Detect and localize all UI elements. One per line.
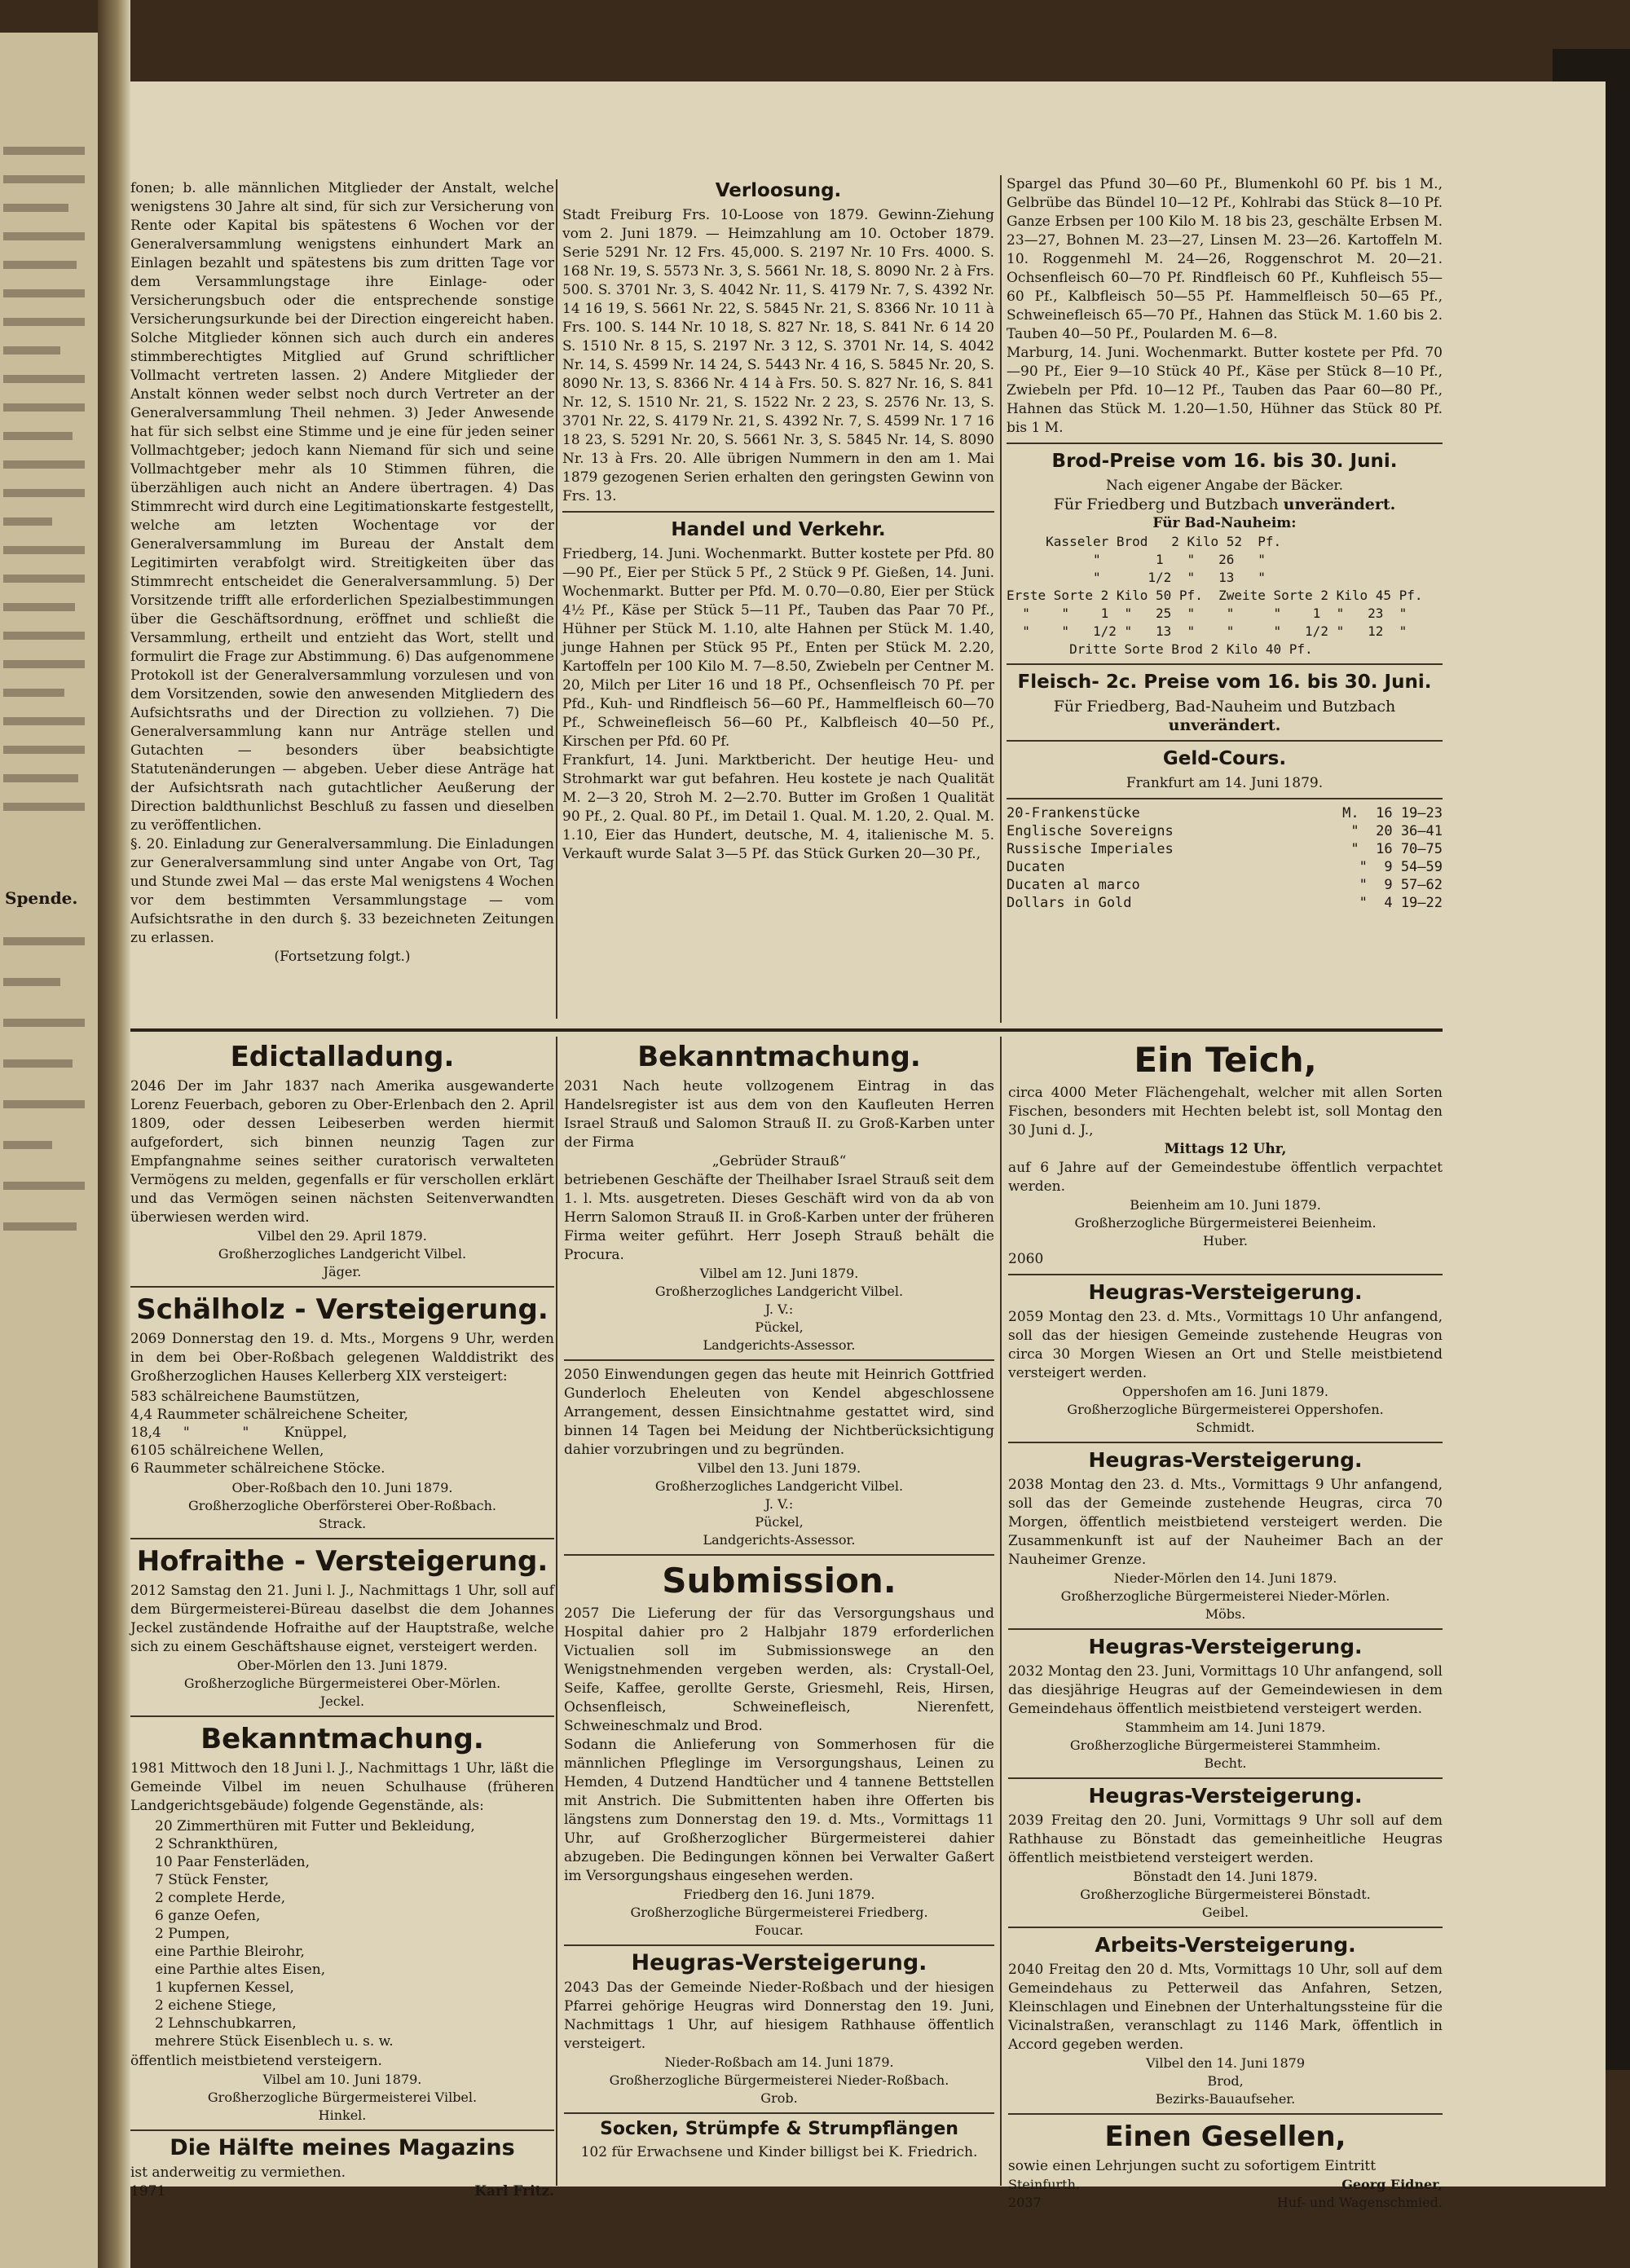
geld-row [1007, 822, 1443, 840]
market-text: Spargel das Pfund 30—60 Pf., Blumenkohl 60 Pf. bis 1 M., Gelbrübe das Bündel 10—12 Pf., Kohlrabi das Stück 8—10 Pf. Ganze Erbsen per 100 Kilo M. 18 bis 23, geschälte Erbsen M. 23—27, Bohnen M. 23—27, Linsen M. 23—26. Kartoffeln M. 10. Roggenmehl M. 24—26, Roggenschrot M. 20—21. Ochsenfleisch 60—70 Pf. Rindfleisch 60 Pf., Kuhfleisch 55—60 Pf., Kalbfleisch 50—55 Pf. Hammelfleisch 50—65 Pf., Schweinefleisch 65—70 Pf., Hahnen das Stück M. 1.60 bis 2. Tauben 40—50 Pf., Poularden M. 6—8. [1007, 176, 1443, 342]
geld-name: 20-Frankenstücke [1007, 805, 1140, 821]
heugras-rossbach-name: Grob. [760, 2090, 798, 2106]
divider [1007, 663, 1443, 665]
brod-price-row: Kasseler Brod 2 Kilo 52 Pf. [1007, 534, 1282, 549]
list-item: 2 complete Herde, [155, 1890, 286, 1906]
arbeits-text: 2040 Freitag den 20 d. Mts, Vormittags 10 Uhr, soll auf dem Gemeindehaus zu Petterweil das Anfahren, Setzen, Kleinschlagen und Einebnen der Unterhaltungssteine für die Vicinalstraßen, veranschlagt zu 1146 Mark, öffentlich in Accord gegeben werden. [1008, 1962, 1443, 2053]
heugras-opp-name: Schmidt. [1196, 1420, 1255, 1435]
edictal-name: Jäger. [323, 1264, 362, 1279]
handel-text: Friedberg, 14. Juni. Wochenmarkt. Butter kostete per Pfd. 80—90 Pf., Eier per Stück 5 Pf., 2 Stück 9 Pf. Gießen, 14. Juni. Wochenmarkt. Butter per Pfd. M. 0.70—0.80, Eier per Stück 4½ Pf., Käse per Stück 5—11 Pf., Tauben das Paar 70 Pf., Hühner per Stück M. 1.10, alte Hahnen per Stück M. 1.40, junge Hahnen per Stück 95 Pf., Enten per Stück M. 2.20, Kartoffeln per 100 Kilo M. 7—8.50, Zwiebeln per Centner M. 20, Milch per Liter 16 und 18 Pf., Ochsenfleisch 70 Pf. per Pfd., Kuh- und Rindfleisch 56—60 Pf., Hammelfleisch 60—70 Pf., Schweinefleisch 56—60 Pf., Kalbfleisch 40—50 Pf., Kirschen per Pfd. 60 Pf. [562, 546, 994, 750]
heugras-rossbach-text: 2043 Das der Gemeinde Nieder-Roßbach und der hiesigen Pfarrei gehörige Heugras wird Donnerstag den 19. Juni, Nachmittags 1 Uhr, auf hiesigem Rathhause öffentlich versteigert. [564, 1980, 994, 2052]
hofraithe-office: Großherzogliche Bürgermeisterei Ober-Mörlen. [183, 1676, 501, 1691]
brod-line1-text: Für Friedberg und Butzbach [1053, 495, 1279, 513]
divider [564, 1554, 994, 1556]
geld-title: Geld-Cours. [1162, 748, 1287, 769]
geld-val: 16 19—23 [1376, 805, 1443, 821]
list-item: 10 Paar Fensterläden, [155, 1854, 310, 1870]
teich-name: Huber. [1203, 1233, 1248, 1249]
heugras-moerlen-date: Nieder-Mörlen den 14. Juni 1879. [1113, 1570, 1337, 1586]
teich-office: Großherzogliche Bürgermeisterei Beienheim. [1074, 1215, 1377, 1231]
newspaper-page [130, 81, 1606, 2210]
bekannt1-date: Vilbel am 10. Juni 1879. [262, 2072, 422, 2087]
list-item: 7 Stück Fenster, [155, 1872, 270, 1888]
list-item: 18,4 " " Knüppel, [130, 1425, 347, 1441]
verloosung-title: Verloosung. [715, 180, 842, 201]
bekannt2-date: Vilbel am 12. Juni 1879. [699, 1266, 859, 1281]
book-gutter [98, 0, 130, 2268]
heugras-stamm-office: Großherzogliche Bürgermeisterei Stammheim. [1069, 1737, 1381, 1753]
arbeits-title: Arbeits-Versteigerung. [1095, 1933, 1356, 1957]
heugras-rossbach-office: Großherzogliche Bürgermeisterei Nieder-Roßbach. [609, 2072, 949, 2088]
teich-text: circa 4000 Meter Flächengehalt, welcher mit allen Sorten Fischen, besonders mit Hechten belebt ist, soll Montag den 30 Juni d. J., [1008, 1085, 1443, 1138]
geld-row [1007, 858, 1443, 876]
bekannt1-tail: öffentlich meistbietend versteigern. [130, 2053, 382, 2069]
brod-subtitle: Nach eigener Angabe der Bäcker. [1105, 478, 1344, 494]
divider [130, 1538, 554, 1539]
list-item: mehrere Stück Eisenblech u. s. w. [155, 2033, 394, 2050]
divider [564, 2112, 994, 2114]
heugras-boen-office: Großherzogliche Bürgermeisterei Bönstadt. [1080, 1887, 1371, 1902]
insurance-statute-text-2: §. 20. Einladung zur Generalversammlung. Die Einladungen zur Generalversammlung sind unter Angabe von Ort, Tag und Stunde zwei Mal — das erste Mal wenigstens 4 Wochen vor dem bestimmten Versammlungstage — vom Aufsichtsrathe in den durch §. 33 bezeichneten Zeitungen zu erlassen. [130, 836, 554, 946]
divider [1007, 443, 1443, 444]
heugras-rossbach-title: Heugras-Versteigerung. [631, 1950, 927, 1975]
hofraithe-name: Jeckel. [319, 1693, 365, 1709]
column-1-bottom [130, 1037, 554, 2200]
gesellen-place: Steinfurth. [1008, 2177, 1080, 2192]
geld-val: 9 54—59 [1384, 859, 1443, 875]
submission-text-2: Sodann die Anlieferung von Sommerhosen für die männlichen Pfleglinge im Versorgungshaus, Leinen zu Hemden, 4 Dutzend Handtücher und 4 tannene Bettstellen mit Anstrich. Die Submittenten haben ihre Offerten bis längstens zum Donnerstag den 19. d. Mts., Vormittags 11 Uhr, auf Großherzoglicher Bürgermeisterei dahier abzugeben. Die Bedingungen können bei Verwalter Gaßert im Versorgungshaus eingesehen werden. [564, 1737, 994, 1884]
brod-price-row: " " 1/2 " 13 " " " 1/2 " 12 " [1007, 623, 1408, 639]
submission-office: Großherzogliche Bürgermeisterei Friedberg. [630, 1905, 928, 1920]
fleisch-bold: unverändert. [1168, 716, 1281, 734]
geld-val: 20 36—41 [1376, 823, 1443, 839]
socken-title: Socken, Strümpfe & Strumpflängen [600, 2119, 958, 2139]
heugras-opp-office: Großherzogliche Bürgermeisterei Oppershofen. [1067, 1402, 1384, 1417]
teich-text-2: auf 6 Jahre auf der Gemeindestube öffentlich verpachtet werden. [1008, 1160, 1443, 1195]
heugras-rossbach-date: Nieder-Roßbach am 14. Juni 1879. [664, 2054, 894, 2070]
brod-title: Brod-Preise vom 16. bis 30. Juni. [1051, 451, 1398, 472]
divider [564, 1944, 994, 1946]
schaelholz-date: Ober-Roßbach den 10. Juni 1879. [231, 1480, 453, 1495]
hofraithe-title: Hofraithe - Versteigerung. [136, 1545, 548, 1578]
geld-table [1007, 804, 1443, 912]
heugras-stamm-text: 2032 Montag den 23. Juni, Vormittags 10 Uhr anfangend, soll das diesjährige Heugras auf der Gemeindewiesen in dem Gemeindehaus öffentlich meistbietend versteigert werden. [1008, 1663, 1443, 1717]
brod-price-row: " 1/2 " 13 " [1007, 570, 1266, 585]
heugras-opp-date: Oppershofen am 16. Juni 1879. [1121, 1384, 1328, 1399]
bekannt2-role: Landgerichts-Assessor. [703, 1337, 856, 1353]
einwendungen-date: Vilbel den 13. Juni 1879. [697, 1460, 861, 1476]
column-divider [556, 179, 557, 1019]
list-item: 6 ganze Oefen, [155, 1908, 261, 1924]
magazin-title: Die Hälfte meines Magazins [170, 2135, 515, 2160]
geld-name: Russische Imperiales [1007, 841, 1174, 857]
gesellen-footer-2 [1008, 2194, 1443, 2212]
schaelholz-name: Strack. [318, 1516, 367, 1531]
list-item: 6105 schälreichene Wellen, [130, 1442, 324, 1459]
column-divider [1000, 1037, 1002, 2186]
list-item: 2 Pumpen, [155, 1926, 231, 1942]
list-item: 2 eichene Stiege, [155, 1997, 276, 2014]
bekannt2-court: Großherzogliches Landgericht Vilbel. [654, 1284, 904, 1299]
brod-line2: Für Bad-Nauheim: [1152, 515, 1297, 531]
geld-subtitle: Frankfurt am 14. Juni 1879. [1126, 775, 1324, 791]
continued-note: (Fortsetzung folgt.) [274, 949, 411, 965]
geld-row [1007, 840, 1443, 858]
column-1-top [130, 179, 554, 1019]
brod-price-row: " 1 " 26 " [1007, 552, 1266, 567]
bekannt1-title: Bekanntmachung. [200, 1723, 484, 1755]
heugras-moerlen-name: Möbs. [1205, 1606, 1246, 1622]
teich-num: 2060 [1008, 1251, 1044, 1267]
submission-name: Foucar. [755, 1922, 804, 1938]
submission-date: Friedberg den 16. Juni 1879. [683, 1887, 875, 1902]
geld-row [1007, 894, 1443, 912]
gesellen-name: Georg Eidner, [1341, 2177, 1443, 2192]
fleisch-title: Fleisch- 2c. Preise vom 16. bis 30. Juni. [1017, 672, 1432, 693]
teich-time: Mittags 12 Uhr, [1164, 1141, 1287, 1157]
market-text-2: Marburg, 14. Juni. Wochenmarkt. Butter kostete per Pfd. 70—90 Pf., Eier 9—10 Stück 40 Pf., Käse per Stück 8—10 Pf., Zwiebeln per Pfd. 10—12 Pf., Tauben das Paar 60—80 Pf., Hahnen das Stück M. 1.20—1.50, Hühner das Stück 80 Pf. bis 1 M. [1007, 345, 1443, 436]
gesellen-footer [1008, 2176, 1443, 2194]
brod-price-row: " " 1 " 25 " " " 1 " 23 " [1007, 606, 1408, 621]
geld-name: Ducaten [1007, 859, 1065, 875]
geld-val: 16 70—75 [1376, 841, 1443, 857]
bekannt2-firm: „Gebrüder Strauß“ [711, 1153, 847, 1169]
bekannt1-office: Großherzogliche Bürgermeisterei Vilbel. [207, 2090, 478, 2105]
geld-value [1359, 894, 1443, 912]
einwendungen-court: Großherzogliches Landgericht Vilbel. [654, 1478, 904, 1494]
left-page-word: Spende. [5, 888, 78, 908]
insurance-statute-text: fonen; b. alle männlichen Mitglieder der Anstalt, welche wenigstens 30 Jahre alt sind, für sich zur Versicherung von Rente oder Kapital bis spätestens 6 Wochen vor der Generalversammlung wenigstens einhundert Mark an Einlagen bezahlt und spätestens bis zum dritten Tage vor dem Versammlungstage ihre Einlage- oder Versicherungsbuch oder die entsprechende sonstige Versicherungsurkunde bei der Direction eingereicht haben. Solche Mitglieder können sich auch durch ein anderes stimmberechtigtes Mitglied auf Grund schriftlicher Vollmacht vertreten lassen. 2) Andere Mitglieder der Anstalt können weder selbst noch durch Vertreter an der Generalversammlung Theil nehmen. 3) Jeder Anwesende hat für sich selbst eine Stimme und je eine für jeden seiner Vollmachtgeber; jedoch kann Niemand für sich und seine Vollmachtgeber mehr als 10 Stimmen führen, die überzähligen auch nicht an Andere übertragen. 4) Das Stimmrecht wird durch eine Legitimationskarte festgestellt, welche am letzten Wochentage vor der Generalversammlung im Bureau der Anstalt dem Legitimirten verabfolgt wird. Streitigkeiten über das Stimmrecht entscheidet die Generalversammlung. 5) Der Vorsitzende trifft alle erforderlichen Spezialbestimmungen über die Geschäftsordnung, eröffnet und schließt die Versammlung, ertheilt und entzieht das Wort, stellt und formulirt die Frage zur Abstimmung. 6) Das aufgenommene Protokoll ist der Generalversammlung vorzulesen und von dem Vorsitzenden, sowie den anwesenden Mitgliedern des Aufsichtsraths und der Direction zu vollziehen. 7) Die Generalversammlung kann nur Anträge stellen und Gutachten — besonders über beabsichtigte Statutenänderungen — abgeben. Ueber diese Anträge hat der Aufsichtsrath nach gutachtlicher Aeußerung der Direction baldthunlichst Beschluß zu fassen und dieselben zu veröffentlichen. [130, 180, 554, 834]
magazin-footer [130, 2182, 554, 2200]
geld-value [1359, 858, 1443, 876]
hofraithe-date: Ober-Mörlen den 13. Juni 1879. [236, 1658, 448, 1673]
geld-cur: M. [1342, 805, 1359, 821]
edictal-court: Großherzogliches Landgericht Vilbel. [218, 1246, 467, 1262]
einwendungen-role: Landgerichts-Assessor. [703, 1532, 856, 1548]
teich-title: Ein Teich, [1134, 1040, 1317, 1080]
divider [1008, 1274, 1443, 1275]
divider [1008, 1927, 1443, 1928]
schaelholz-office: Großherzogliche Oberförsterei Ober-Roßbach. [187, 1498, 497, 1513]
list-item: eine Parthie altes Eisen, [155, 1962, 326, 1978]
bekannt1-name: Hinkel. [318, 2107, 367, 2123]
magazin-num: 1971 [130, 2183, 166, 2200]
heugras-boen-name: Geibel. [1201, 1905, 1249, 1920]
brod-line1 [1007, 495, 1443, 514]
heugras-opp-text: 2059 Montag den 23. d. Mts., Vormittags 10 Uhr anfangend, soll das der hiesigen Gemeinde zustehende Heugras von circa 30 Morgen Wiesen an Ort und Stelle meistbietend versteigert werden. [1008, 1309, 1443, 1381]
column-3-top [1007, 175, 1443, 1023]
schaelholz-text: 2069 Donnerstag den 19. d. Mts., Morgens 9 Uhr, werden in dem bei Ober-Roßbach gelegenen Walddistrikt des Großherzoglichen Hauses Kellerberg XIX versteigert: [130, 1331, 554, 1385]
gesellen-text: sowie einen Lehrjungen sucht zu sofortigem Eintritt [1008, 2158, 1377, 2174]
bekannt2-text: 2031 Nach heute vollzogenem Eintrag in das Handelsregister ist aus dem von den Kaufleuten Herren Israel Strauß und Salomon Strauß II. zu Groß-Karben unter der Firma [564, 1078, 994, 1151]
gesellen-role: Huf- und Wagenschmied. [1276, 2195, 1443, 2210]
divider [564, 1359, 994, 1361]
bekannt2-name: Pückel, [755, 1319, 804, 1335]
geld-name: Ducaten al marco [1007, 877, 1140, 893]
magazin-text: ist anderweitig zu vermiethen. [130, 2165, 346, 2181]
divider [130, 1715, 554, 1717]
column-2-bottom [564, 1037, 994, 2186]
submission-title: Submission. [662, 1561, 896, 1601]
hofraithe-text: 2012 Samstag den 21. Juni l. J., Nachmittags 1 Uhr, soll auf dem Bürgermeisterei-Büreau daselbst die dem Johannes Jeckel zuständende Hofraithe auf der Hauptstraße, welche sich zu einem Geschäftshause eignet, versteigert werden. [130, 1583, 554, 1655]
heugras-stamm-name: Becht. [1204, 1755, 1247, 1771]
gesellen-num: 2037 [1008, 2195, 1042, 2210]
divider [562, 511, 994, 513]
heugras-moerlen-office: Großherzogliche Bürgermeisterei Nieder-Mörlen. [1060, 1588, 1390, 1604]
arbeits-date: Vilbel den 14. Juni 1879 [1146, 2055, 1305, 2071]
einwendungen-iv: J. V.: [764, 1496, 794, 1512]
schaelholz-list [130, 1388, 554, 1478]
bekannt1-text: 1981 Mittwoch den 18 Juni l. J., Nachmittags 1 Uhr, läßt die Gemeinde Vilbel im neuen Schulhause (früheren Landgerichtsgebäude) folgende Gegenstände, als: [130, 1760, 554, 1814]
geld-name: Englische Sovereigns [1007, 823, 1174, 839]
magazin-name: Karl Fritz. [474, 2183, 554, 2200]
heugras-boen-date: Bönstadt den 14. Juni 1879. [1133, 1869, 1318, 1884]
edictal-title: Edictalladung. [230, 1041, 455, 1073]
divider [130, 2129, 554, 2131]
arbeits-name: Brod, [1207, 2073, 1244, 2089]
geld-value [1350, 822, 1443, 840]
list-item: 6 Raummeter schälreichene Stöcke. [130, 1460, 385, 1477]
geld-val: 4 19—22 [1384, 895, 1443, 911]
left-page-fragment [0, 33, 100, 2268]
divider [1007, 798, 1443, 799]
heugras-boen-text: 2039 Freitag den 20. Juni, Vormittags 9 Uhr soll auf dem Rathhause zu Bönstadt das gemeinheitliche Heugras öffentlich meistbietend versteigert werden. [1008, 1812, 1443, 1866]
list-item: 20 Zimmerthüren mit Futter und Bekleidung, [155, 1818, 475, 1834]
geld-row [1007, 876, 1443, 894]
column-divider [1000, 175, 1002, 1023]
bekannt1-list [130, 1817, 554, 2050]
geld-value [1342, 804, 1443, 822]
handel-text-2: Frankfurt, 14. Juni. Marktbericht. Der heutige Heu- und Strohmarkt war gut befahren. Heu kostete je nach Qualität M. 2—3 20, Stroh M. 2—2.70. Butter im Großen 1 Qualität 90 Pf., 2. Qual. 80 Pf., im Detail 1. Qual. M. 1.20, 2. Qual. M. 1.10, Eier das Hundert, deutsche, M. 4, italienische M. 5. Verkauft wurde Salat 3—5 Pf. das Stück Gurken 20—30 Pf., [562, 752, 994, 862]
geld-cur: " [1350, 841, 1359, 857]
schaelholz-title: Schälholz - Versteigerung. [136, 1293, 548, 1326]
bekannt2-title: Bekanntmachung. [637, 1041, 921, 1073]
bekannt2-text-2: betriebenen Geschäfte der Theilhaber Israel Strauß seit dem 1. l. Mts. ausgetreten. Dieses Geschäft wird von da ab von Herrn Salomon Strauß II. in Groß-Karben unter der früheren Firma weiter geführt. Herr Joseph Strauß behält die Procura. [564, 1172, 994, 1263]
column-divider [556, 1037, 557, 2186]
divider [1008, 1628, 1443, 1630]
geld-value [1350, 840, 1443, 858]
verloosung-text: Stadt Freiburg Frs. 10-Loose von 1879. Gewinn-Ziehung vom 2. Juni 1879. — Heimzahlung am 10. October 1879. Serie 5291 Nr. 12 Frs. 45,000. S. 2197 Nr. 10 Frs. 4000. S. 168 Nr. 19, S. 5573 Nr. 3, S. 5661 Nr. 18, S. 8090 Nr. 2 à Frs. 500. S. 3701 Nr. 3, S. 4042 Nr. 11, S. 4179 Nr. 7, S. 4392 Nr. 14 16 19, S. 5661 Nr. 22, S. 5845 Nr. 21, S. 8366 Nr. 10 11 à Frs. 100. S. 144 Nr. 10 18, S. 827 Nr. 18, S. 841 Nr. 6 14 20 S. 1510 Nr. 8 15, S. 2197 Nr. 3 12, S. 3701 Nr. 14, S. 4042 Nr. 14, S. 4599 Nr. 14 24, S. 5443 Nr. 4 16, S. 5845 Nr. 20, S. 8090 Nr. 13, S. 8366 Nr. 4 14 à Frs. 50. S. 827 Nr. 16, S. 841 Nr. 12, S. 1510 Nr. 21, S. 1522 Nr. 2 23, S. 2576 Nr. 13, S. 3701 Nr. 22, S. 4179 Nr. 21, S. 4392 Nr. 7, S. 4599 Nr. 1 7 16 18 23, S. 5291 Nr. 20, S. 5661 Nr. 3, S. 5845 Nr. 14, S. 8090 Nr. 13 à Frs. 20. Alle übrigen Nummern in den am 1. Mai 1879 gezogenen Serien erhalten den geringsten Gewinn von Frs. 13. [562, 207, 994, 504]
gesellen-title: Einen Gesellen, [1104, 2120, 1346, 2153]
einwendungen-name: Pückel, [755, 1514, 804, 1530]
list-item: eine Parthie Bleirohr, [155, 1944, 305, 1960]
einwendungen-text: 2050 Einwendungen gegen das heute mit Heinrich Gottfried Gunderloch Eheleuten von Kendel abgeschlossene Arrangement, dessen Einsichtnahme gestattet wird, sind binnen 14 Tagen bei Meidung der Nichtberücksichtigung dahier vorzubringen und zu begründen. [564, 1367, 994, 1458]
fleisch-text: Für Friedberg, Bad-Nauheim und Butzbach [1053, 698, 1396, 716]
geld-val: 9 57—62 [1384, 877, 1443, 893]
heugras-stamm-date: Stammheim am 14. Juni 1879. [1125, 1720, 1326, 1735]
list-item: 2 Lehnschubkarren, [155, 2015, 297, 2032]
arbeits-role: Bezirks-Bauaufseher. [1155, 2091, 1296, 2107]
column-3-bottom [1008, 1037, 1443, 2210]
edictal-text: 2046 Der im Jahr 1837 nach Amerika ausgewanderte Lorenz Feuerbach, geboren zu Ober-Erlenbach den 2. April 1809, oder dessen Leibeserben werden hiermit aufgefordert, sich binnen neunzig Tagen zur Empfangnahme seines seither curatorisch verwalteten Vermögens zu melden, gegenfalls er für verschollen erklärt und das Vermögen seinen nächsten Seitenverwandten überwiesen werden wird. [130, 1078, 554, 1226]
divider [1008, 1442, 1443, 1443]
geld-cur: " [1359, 877, 1368, 893]
brod-price-row: Dritte Sorte Brod 2 Kilo 40 Pf. [1007, 641, 1313, 657]
brod-price-row: Erste Sorte 2 Kilo 50 Pf. Zweite Sorte 2 Kilo 45 Pf. [1007, 588, 1423, 603]
section-separator [130, 1028, 1443, 1032]
list-item: 1 kupfernen Kessel, [155, 1980, 294, 1996]
heugras-stamm-title: Heugras-Versteigerung. [1088, 1635, 1363, 1658]
list-item: 2 Schrankthüren, [155, 1836, 279, 1852]
divider [1008, 1777, 1443, 1779]
handel-title: Handel und Verkehr. [671, 519, 886, 540]
geld-name: Dollars in Gold [1007, 895, 1132, 911]
divider [1008, 2113, 1443, 2115]
heugras-moerlen-title: Heugras-Versteigerung. [1088, 1448, 1363, 1472]
heugras-boen-title: Heugras-Versteigerung. [1088, 1784, 1363, 1808]
submission-text: 2057 Die Lieferung der für das Versorgungshaus und Hospital dahier pro 2 Halbjahr 1879 erforderlichen Victualien soll im Submissionswege an den Wenigstnehmenden vergeben werden, als: Crystall-Oel, Seife, Kaffee, gerollte Gerste, Griesmehl, Reis, Hirsen, Ochsenfleisch, Schweinefleisch, Nierenfett, Schweineschmalz und Brod. [564, 1605, 994, 1734]
column-2-top [562, 175, 994, 1023]
geld-cur: " [1359, 895, 1368, 911]
socken-text: 102 für Erwachsene und Kinder billigst bei K. Friedrich. [580, 2144, 978, 2160]
bekannt2-iv: J. V.: [764, 1301, 794, 1317]
brod-line1-bold: unverändert. [1283, 495, 1396, 513]
edictal-date: Vilbel den 29. April 1879. [258, 1228, 427, 1244]
geld-cur: " [1350, 823, 1359, 839]
geld-cur: " [1359, 859, 1368, 875]
geld-row [1007, 804, 1443, 822]
divider [1007, 740, 1443, 742]
geld-value [1359, 876, 1443, 894]
list-item: 583 schälreichene Baumstützen, [130, 1389, 360, 1405]
teich-date: Beienheim am 10. Juni 1879. [1130, 1197, 1321, 1213]
divider [130, 1286, 554, 1288]
list-item: 4,4 Raummeter schälreichene Scheiter, [130, 1407, 408, 1423]
heugras-moerlen-text: 2038 Montag den 23. d. Mts., Vormittags 9 Uhr anfangend, soll das der Gemeinde zustehende Heugras, circa 70 Morgen, öffentlich meistbietend versteigert werden. Die Zusammenkunft ist auf der Nauheimer Bach an der Nauheimer Grenze. [1008, 1477, 1443, 1568]
heugras-opp-title: Heugras-Versteigerung. [1088, 1280, 1363, 1304]
